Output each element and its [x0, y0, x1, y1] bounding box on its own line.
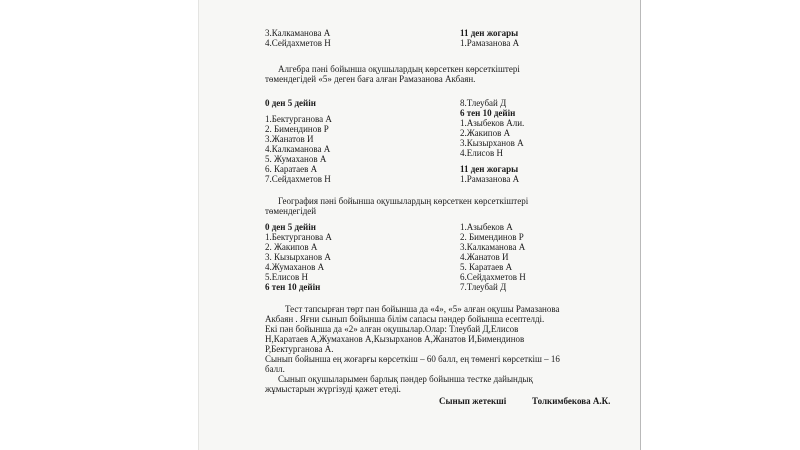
list-item: 1.Рамазанова А — [460, 38, 520, 48]
paragraph-line: төмендегідей «5» деген баға алған Рамазанова Акбаян. — [265, 74, 476, 84]
list-item: 1.Бектурганова А — [265, 114, 332, 124]
list-item: 4.Калкаманова А — [265, 144, 331, 154]
list-item: 7.Сейдахметов Н — [265, 174, 331, 184]
list-item: 5.Елисов Н — [265, 272, 309, 282]
paragraph-line: Акбаян . Яғни сынып бойынша білім сапасы пәндер бойынша есептелді. — [265, 314, 545, 324]
list-item: 6.Сейдахметов Н — [460, 272, 526, 282]
list-item: 2. Бимендинов Р — [265, 124, 329, 134]
section-heading: 11 ден жогары — [460, 28, 519, 38]
list-item: 1.Бектурганова А — [265, 232, 332, 242]
paragraph-line: Сынып бойынша ең жоғарғы көрсеткіш – 60 балл, ең төменгі көрсеткіш – 16 — [265, 354, 560, 364]
paragraph-line: География пәні бойынша оқушылардың көрсеткен көрсеткіштері — [278, 196, 529, 206]
list-item: 2. Бимендинов Р — [460, 232, 524, 242]
paragraph-line: Тест тапсырған төрт пән бойынша да «4», «5» алған оқушы Рамазанова — [285, 304, 560, 314]
list-item: 3.Кызырханов А — [460, 138, 524, 148]
list-item: 5. Жумаханов А — [265, 154, 327, 164]
list-item: 6. Каратаев А — [265, 164, 318, 174]
paragraph-line: жұмыстарын жүргізуді қажет етеді. — [265, 384, 401, 394]
list-item: 3. Кызырханов А — [265, 252, 331, 262]
section-heading: 6 тен 10 дейін — [265, 282, 321, 292]
paragraph-line: төмендегідей — [265, 206, 317, 216]
list-item: 2.Жакипов А — [460, 128, 511, 138]
list-item: 2. Жакипов А — [265, 242, 318, 252]
paragraph-line: Р,Бектурганова А. — [265, 344, 334, 354]
list-item: 1.Рамазанова А — [460, 174, 520, 184]
list-item: 4.Сейдахметов Н — [265, 38, 331, 48]
page-edge — [198, 0, 199, 450]
signature-name: Толкимбекова А.К. — [532, 396, 611, 406]
paragraph-line: Сынып оқушыларымен барлық пәндер бойынша тестке дайындық — [278, 374, 533, 384]
list-item: 4.Жанатов И — [460, 252, 509, 262]
list-item: 5. Каратаев А — [460, 262, 513, 272]
paragraph-line: балл. — [265, 364, 285, 374]
list-item: 3.Калкаманова А — [265, 28, 331, 38]
section-heading: 0 ден 5 дейін — [265, 222, 316, 232]
list-item: 1.Азыбеков Али. — [460, 118, 525, 128]
section-heading: 0 ден 5 дейін — [265, 98, 316, 108]
paragraph-line: Алгебра пәні бойынша оқушылардың көрсеткен көрсеткіштері — [278, 64, 520, 74]
list-item: 1.Азыбеков А — [460, 222, 513, 232]
paragraph-line: Екі пән бойынша да «2» алған оқушылар.Олар: Тлеубай Д,Елисов — [265, 324, 519, 334]
document-page — [198, 0, 641, 450]
signature-role: Сынып жетекші — [439, 396, 507, 406]
list-item: 4.Елисов Н — [460, 148, 504, 158]
list-item: 3.Жанатов И — [265, 134, 314, 144]
list-item: 4.Жумаханов А — [265, 262, 325, 272]
section-heading: 6 тен 10 дейін — [460, 108, 516, 118]
paragraph-line: Н,Каратаев А,Жумаханов А,Кызырханов А,Жанатов И,Бимендинов — [265, 334, 525, 344]
list-item: 8.Тлеубай Д — [460, 98, 507, 108]
list-item: 3.Калкаманова А — [460, 242, 526, 252]
list-item: 7.Тлеубай Д — [460, 282, 507, 292]
section-heading: 11 ден жогары — [460, 164, 519, 174]
